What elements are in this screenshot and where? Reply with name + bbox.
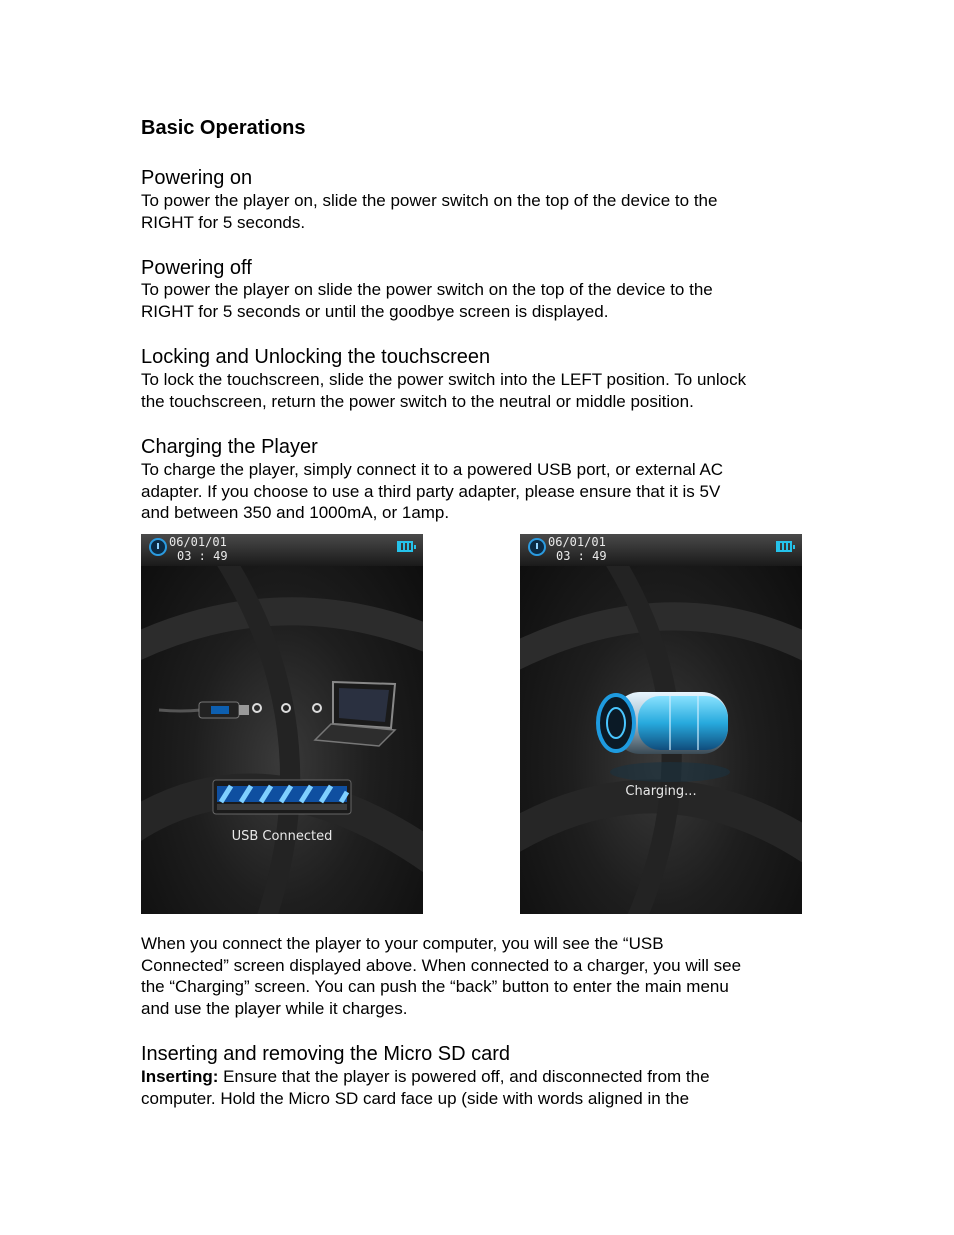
usb-connected-label: USB Connected — [231, 829, 333, 844]
heading-powering-off: Powering off — [141, 257, 252, 279]
charging-label: Charging... — [625, 784, 697, 799]
heading-charging: Charging the Player — [141, 436, 318, 458]
dot-icon — [253, 704, 261, 712]
text-line: computer. Hold the Micro SD card face up (side with words aligned in the — [141, 1088, 690, 1108]
text-line: and use the player while it charges. — [141, 998, 408, 1018]
text-line: To power the player on, slide the power switch on the top of the device to the — [141, 191, 718, 210]
laptop-icon — [315, 682, 395, 746]
dot-icon — [282, 704, 290, 712]
text-line: To power the player on slide the power switch on the top of the device to the — [141, 280, 713, 299]
status-time: 03 : 49 — [556, 549, 607, 563]
text-line: RIGHT for 5 seconds. — [141, 212, 306, 232]
text-line: RIGHT for 5 seconds or until the goodbye screen is displayed. — [141, 301, 609, 321]
usb-connected-screen — [141, 534, 423, 914]
charging-screen — [520, 534, 802, 914]
para-powering-on — [141, 190, 831, 233]
text-line: the touchscreen, return the power switch to the neutral or middle position. — [141, 391, 694, 411]
text-line: Connected” screen displayed above. When connected to a charger, you will see — [141, 955, 742, 975]
heading-locking: Locking and Unlocking the touchscreen — [141, 346, 491, 368]
text-line: and between 350 and 1000mA, or 1amp. — [141, 503, 450, 522]
status-time: 03 : 49 — [177, 549, 228, 563]
para-after-images — [141, 933, 831, 1019]
heading-powering-on: Powering on — [141, 167, 253, 189]
dot-icon — [313, 704, 321, 712]
para-charging — [141, 459, 831, 524]
text-line: When you connect the player to your computer, you will see the “USB — [141, 934, 664, 953]
usb-illustration — [141, 534, 423, 914]
document-title: Basic Operations — [141, 117, 306, 139]
status-date: 06/01/01 — [169, 535, 227, 549]
charging-battery-icon — [520, 534, 802, 914]
status-date: 06/01/01 — [548, 535, 606, 549]
inserting-label: Inserting: — [141, 1067, 219, 1086]
para-locking — [141, 369, 831, 412]
text-line: To lock the touchscreen, slide the power switch into the LEFT position. To unlock — [141, 370, 747, 389]
text-line: Ensure that the player is powered off, and disconnected from the — [218, 1067, 710, 1086]
text-line: To charge the player, simply connect it to a powered USB port, or external AC — [141, 460, 724, 479]
text-line: the “Charging” screen. You can push the “back” button to enter the main menu — [141, 977, 729, 996]
para-powering-off — [141, 279, 831, 322]
text-line: adapter. If you choose to use a third party adapter, please ensure that it is 5V — [141, 481, 721, 501]
para-micro-sd — [141, 1066, 831, 1109]
progress-bar — [213, 780, 351, 814]
heading-micro-sd: Inserting and removing the Micro SD card — [141, 1043, 511, 1065]
usb-plug-icon — [159, 702, 249, 718]
